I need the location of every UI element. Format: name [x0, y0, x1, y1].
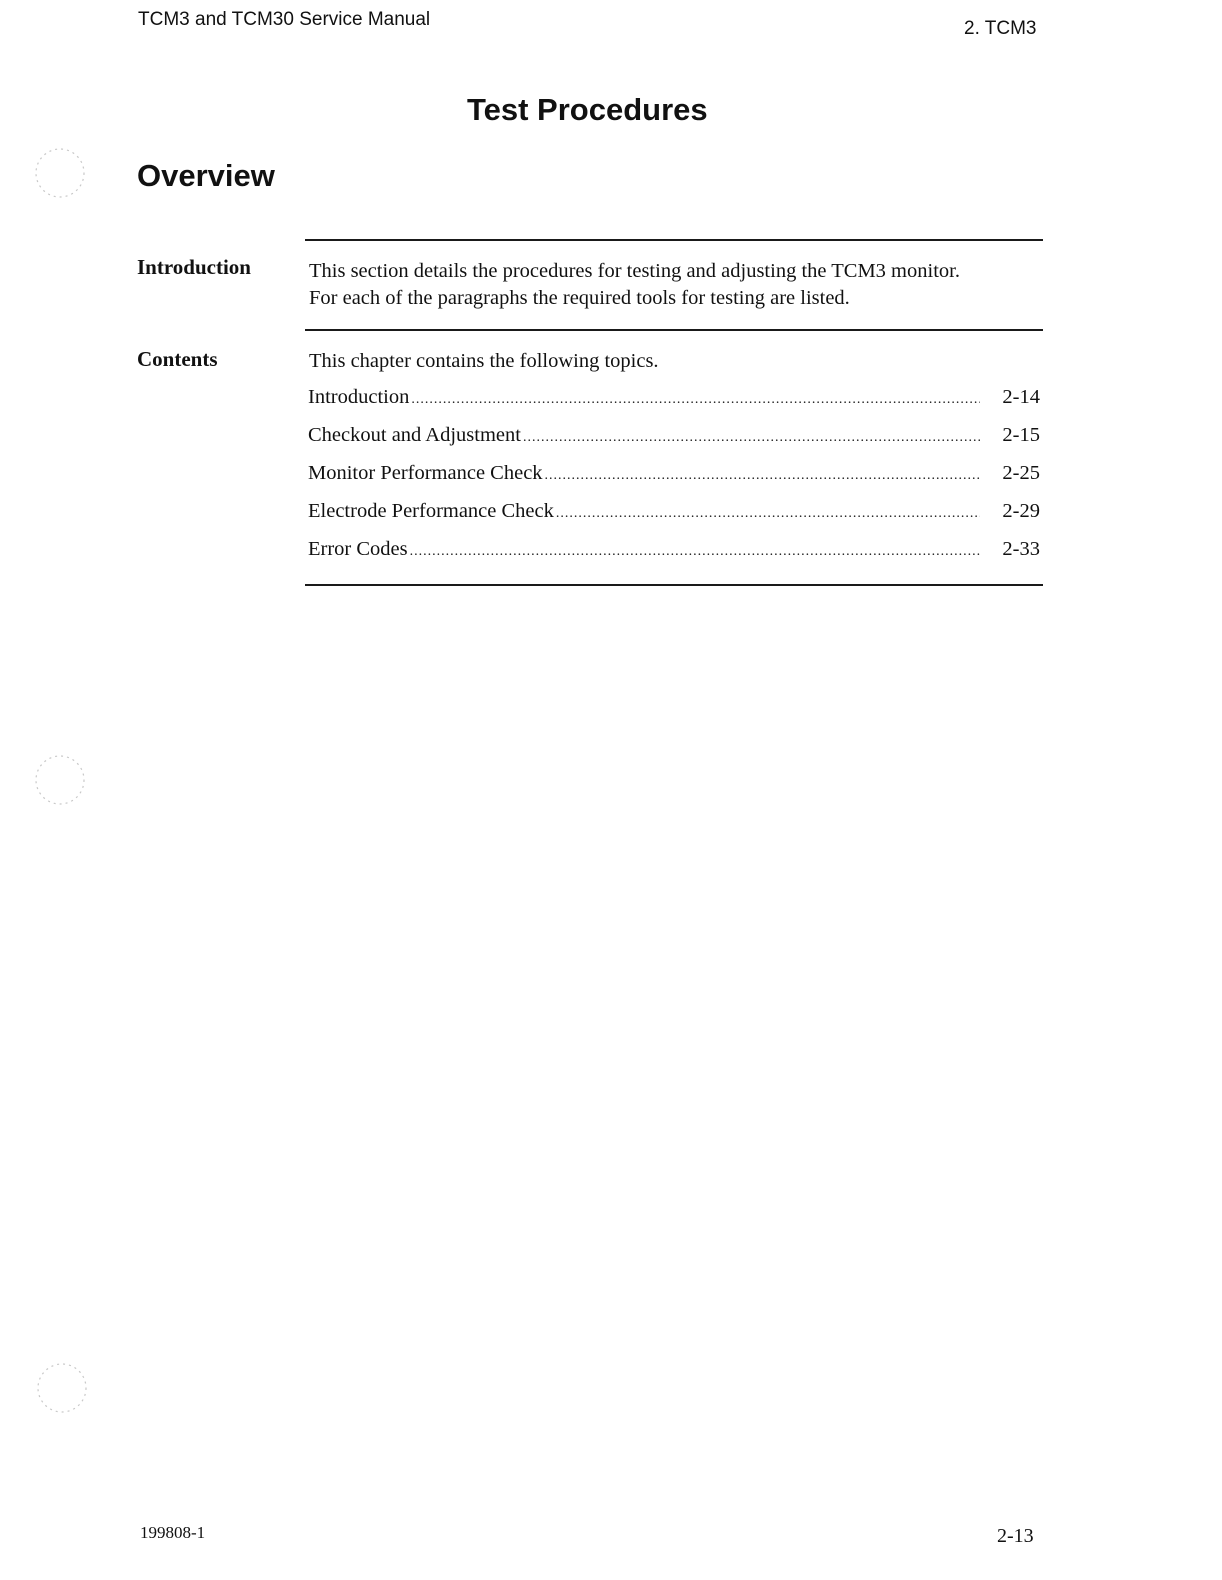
introduction-label: Introduction — [137, 255, 251, 279]
toc-leader — [411, 392, 980, 408]
footer-doc-number: 199808-1 — [140, 1523, 206, 1542]
binder-holes — [0, 0, 100, 1580]
toc-item[interactable] — [308, 462, 1040, 500]
top-rule — [305, 239, 1043, 241]
toc-item-title: Checkout and Adjustment — [308, 424, 521, 446]
toc-item-page: 2-33 — [1002, 538, 1040, 560]
toc-item-page: 2-29 — [1002, 500, 1040, 522]
binder-hole-middle — [36, 756, 84, 804]
toc-item[interactable] — [308, 500, 1040, 538]
toc-leader — [410, 544, 980, 560]
toc-item-title: Monitor Performance Check — [308, 462, 543, 484]
toc-item-page: 2-14 — [1002, 386, 1040, 408]
bottom-rule — [305, 584, 1043, 586]
toc-leader — [545, 468, 980, 484]
binder-hole-top — [36, 149, 84, 197]
contents-lead: This chapter contains the following topics. — [309, 350, 659, 372]
binder-hole-bottom — [38, 1364, 86, 1412]
toc-item-title: Electrode Performance Check — [308, 500, 554, 522]
chapter-title: Test Procedures — [467, 92, 708, 127]
introduction-line-1: This section details the procedures for testing and adjusting the TCM3 monitor. — [309, 260, 960, 282]
middle-rule — [305, 329, 1043, 331]
toc-leader — [556, 506, 980, 522]
toc-item-page: 2-15 — [1002, 424, 1040, 446]
toc-list — [308, 386, 1040, 576]
toc-leader — [523, 430, 980, 446]
introduction-line-2: For each of the paragraphs the required tools for testing are listed. — [309, 287, 850, 309]
footer-page-number: 2-13 — [997, 1525, 1034, 1547]
toc-item[interactable] — [308, 538, 1040, 576]
introduction-text — [309, 258, 1029, 312]
toc-item[interactable] — [308, 424, 1040, 462]
running-header-chapter: 2. TCM3 — [964, 18, 1037, 39]
toc-item-title: Introduction — [308, 386, 410, 408]
toc-item[interactable] — [308, 386, 1040, 424]
section-title: Overview — [137, 158, 275, 193]
running-header-title: TCM3 and TCM30 Service Manual — [138, 9, 431, 30]
contents-label: Contents — [137, 347, 218, 371]
toc-item-title: Error Codes — [308, 538, 408, 560]
toc-item-page: 2-25 — [1002, 462, 1040, 484]
